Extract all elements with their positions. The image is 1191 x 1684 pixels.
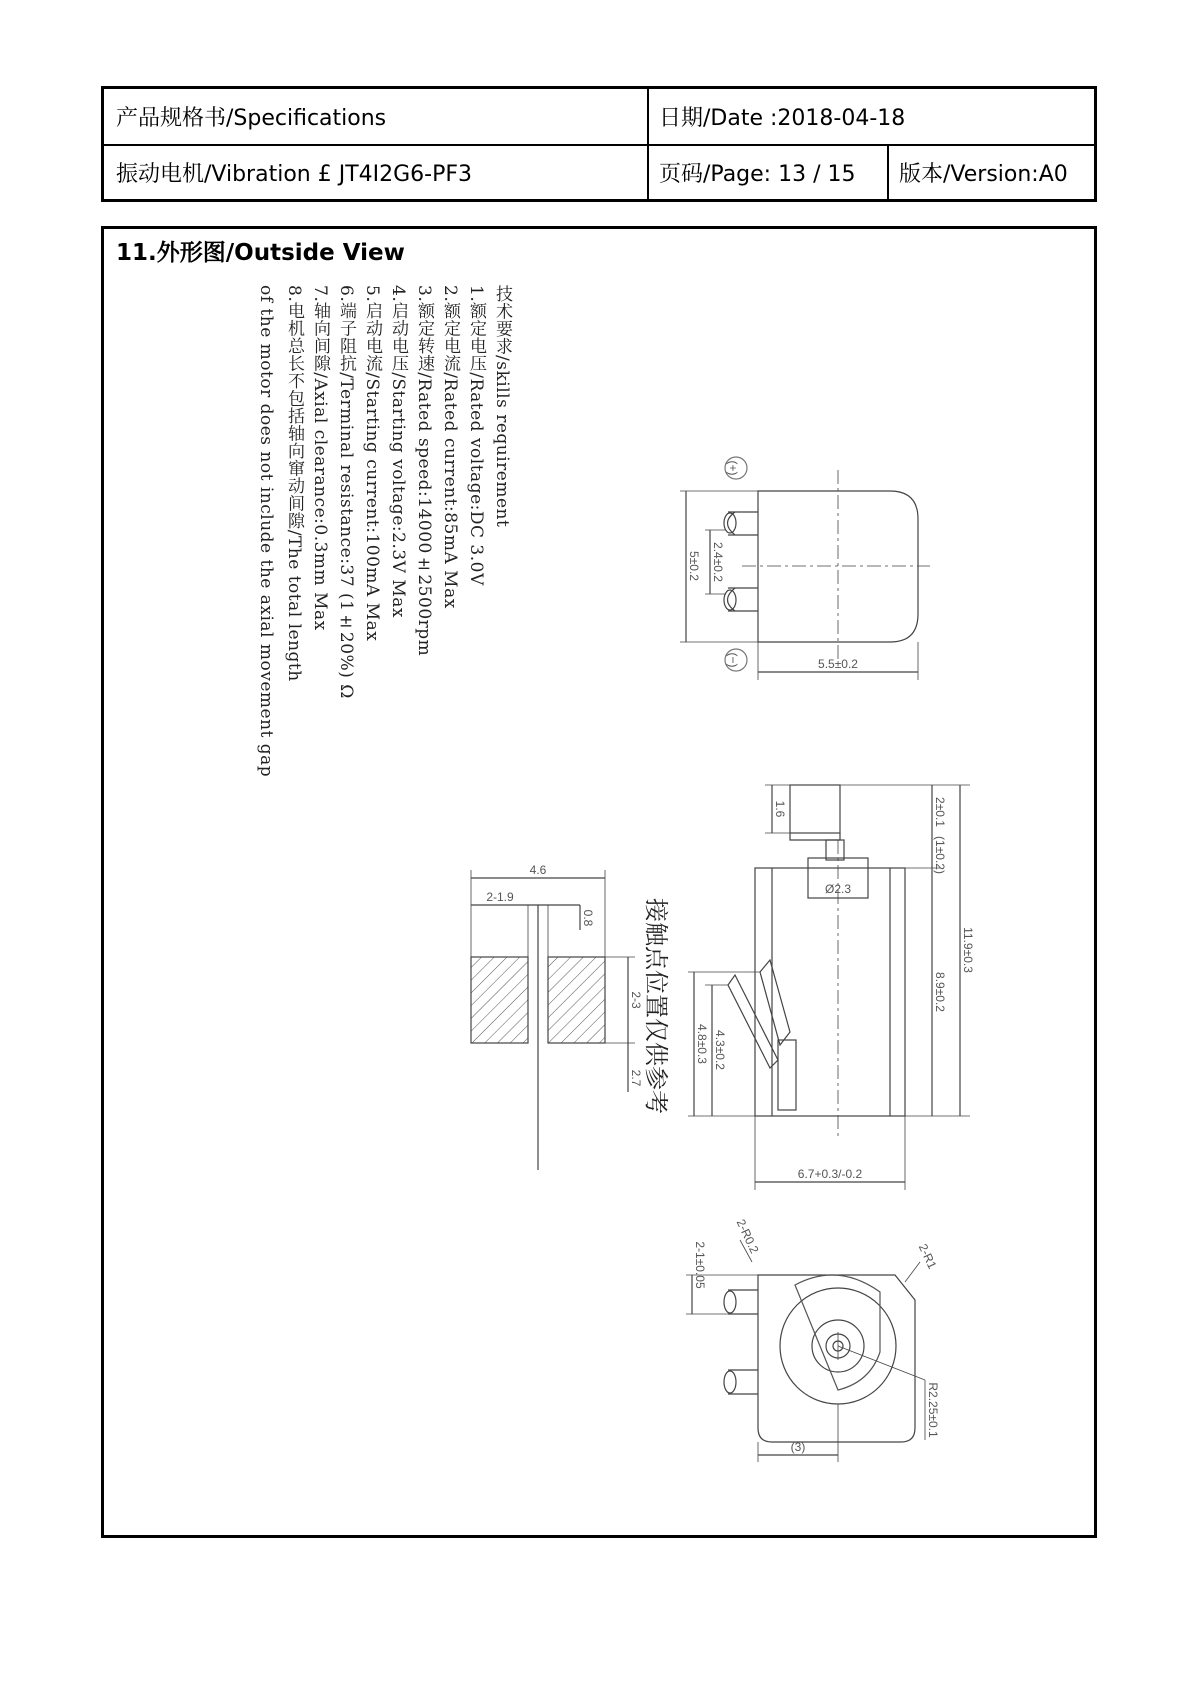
requirement-item: 5.启动电流/Starting current:100mA Max — [362, 285, 382, 642]
dim-label: 11.9±0.3 — [961, 927, 975, 973]
header-table — [101, 86, 1097, 202]
dim-label: (3) — [790, 1440, 806, 1454]
outside-view-section — [101, 226, 1097, 1538]
dim-label: 5.5±0.2 — [818, 657, 858, 671]
dim-label: 1.6 — [773, 800, 787, 818]
requirement-item: 2.额定电流/Rated current:85mA Max — [440, 285, 460, 609]
doc-title: 产品规格书/Specifications — [116, 106, 387, 131]
doc-date: 日期/Date :2018-04-18 — [659, 106, 906, 131]
plus-terminal-label: (+) — [725, 460, 740, 476]
requirement-item: 8.电机总长不包括轴向窜动间隙/The total length — [284, 285, 304, 682]
dim-label: 0.8 — [581, 909, 595, 927]
dim-label: 2±0.1 — [933, 797, 947, 827]
requirement-item: 3.额定转速/Rated speed:14000±2500rpm — [414, 285, 434, 657]
dim-label: (1±0.2) — [933, 836, 947, 874]
requirement-item: 4.启动电压/Starting voltage:2.3V Max — [388, 285, 408, 618]
dim-label: 2-R0.2 — [733, 1217, 762, 1256]
requirement-item: 1.额定电压/Rated voltage:DC 3.0V — [466, 285, 486, 586]
dim-label: 4.8±0.3 — [695, 1024, 709, 1064]
dim-label: 8.9±0.2 — [933, 972, 947, 1012]
dim-label: 2.7 — [629, 1069, 643, 1087]
dim-label: 2-R1 — [915, 1241, 940, 1272]
dim-label: 4.6 — [529, 863, 547, 877]
page-number: 页码/Page: 13 / 15 — [659, 161, 856, 187]
requirements-heading: 技术要求/skills requirement — [492, 285, 512, 528]
dim-label: 5±0.2 — [687, 551, 701, 581]
dim-label: 4.3±0.2 — [713, 1030, 727, 1070]
requirement-item: of the motor does not include the axial movement gap — [256, 285, 276, 778]
dim-label: 2-1.9 — [486, 890, 514, 904]
doc-version: 版本/Version:A0 — [899, 161, 1068, 187]
minus-terminal-label: (−) — [725, 652, 740, 668]
requirement-item: 7.轴向间隙/Axial clearance:0.3mm Max — [310, 285, 330, 631]
dim-label: 2-1±0.05 — [693, 1241, 707, 1289]
requirement-item: 6.端子阻抗/Terminal resistance:37 (1±20%) Ω — [336, 285, 356, 699]
dim-label: 2-3 — [629, 991, 643, 1009]
product-name: 振动电机/Vibration £ JT4I2G6-PF3 — [116, 161, 473, 187]
section-title: 11.外形图/Outside View — [116, 240, 405, 266]
dim-label: 2.4±0.2 — [711, 542, 725, 582]
dim-label: R2.25±0.1 — [926, 1382, 940, 1438]
dim-label: Ø2.3 — [824, 882, 852, 896]
dim-label: 6.7+0.3/-0.2 — [797, 1167, 863, 1181]
contact-point-note: 接触点位置仅供参考 — [642, 898, 670, 1114]
